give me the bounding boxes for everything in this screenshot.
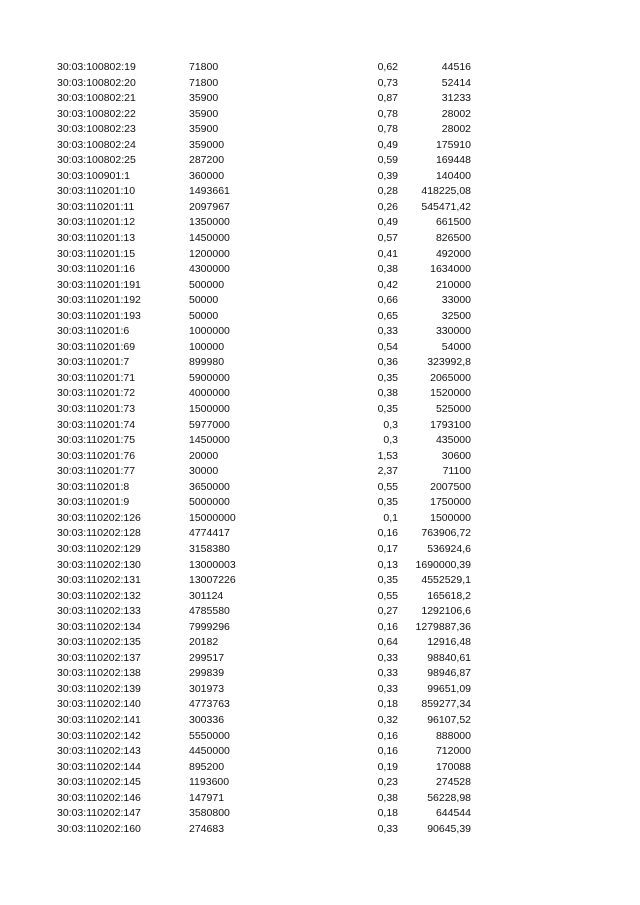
- cadastral-number-cell: 30:03:110202:131: [57, 574, 141, 587]
- value-cell: 301973: [189, 682, 225, 695]
- table-row: [0, 91, 640, 107]
- result-cell: 1634000: [430, 263, 471, 276]
- result-cell: 32500: [441, 309, 471, 322]
- coefficient-cell: 0,23: [377, 776, 398, 789]
- cadastral-number-cell: 30:03:110202:134: [57, 620, 141, 633]
- value-cell: 147971: [189, 791, 225, 804]
- value-cell: 1450000: [189, 434, 230, 447]
- value-cell: 2097967: [189, 200, 230, 213]
- table-row: [0, 293, 640, 309]
- table-row: [0, 651, 640, 667]
- coefficient-cell: 0,49: [377, 216, 398, 229]
- table-row: [0, 589, 640, 605]
- result-cell: 1279887,36: [415, 620, 471, 633]
- value-cell: 100000: [189, 340, 225, 353]
- coefficient-cell: 0,41: [377, 247, 398, 260]
- result-cell: 323992,8: [427, 356, 471, 369]
- coefficient-cell: 0,18: [377, 698, 398, 711]
- coefficient-cell: 0,64: [377, 636, 398, 649]
- table-row: [0, 138, 640, 154]
- value-cell: 71800: [189, 61, 219, 73]
- cadastral-number-cell: 30:03:100901:1: [57, 169, 130, 182]
- cadastral-number-cell: 30:03:110201:9: [57, 496, 130, 509]
- result-cell: 274528: [435, 776, 471, 789]
- coefficient-cell: 0,87: [377, 92, 398, 105]
- cadastral-number-cell: 30:03:110202:143: [57, 745, 141, 758]
- cadastral-number-cell: 30:03:110202:144: [57, 760, 141, 773]
- result-cell: 712000: [435, 745, 471, 758]
- value-cell: 13007226: [189, 574, 236, 587]
- result-cell: 28002: [441, 123, 471, 136]
- cadastral-number-cell: 30:03:110201:75: [57, 434, 136, 447]
- table-row: [0, 371, 640, 387]
- table-row: [0, 449, 640, 465]
- result-cell: 44516: [441, 61, 471, 73]
- value-cell: 35900: [189, 92, 219, 105]
- table-row: [0, 433, 640, 449]
- value-cell: 1450000: [189, 232, 230, 245]
- coefficient-cell: 0,17: [377, 542, 398, 555]
- result-cell: 1500000: [430, 511, 471, 524]
- table-row: [0, 620, 640, 636]
- result-cell: 165618,2: [427, 589, 471, 602]
- cadastral-number-cell: 30:03:110201:7: [57, 356, 130, 369]
- table-row: [0, 215, 640, 231]
- result-cell: 763906,72: [421, 527, 471, 540]
- table-row: [0, 309, 640, 325]
- cadastral-number-cell: 30:03:110202:129: [57, 542, 141, 555]
- result-cell: 170088: [435, 760, 471, 773]
- value-cell: 50000: [189, 294, 219, 307]
- cadastral-number-cell: 30:03:110201:192: [57, 294, 141, 307]
- cadastral-number-cell: 30:03:100802:22: [57, 107, 136, 120]
- cadastral-number-cell: 30:03:110201:10: [57, 185, 136, 198]
- coefficient-cell: 0,54: [377, 340, 398, 353]
- table-row: [0, 635, 640, 651]
- result-cell: 859277,34: [421, 698, 471, 711]
- table-row: [0, 775, 640, 791]
- table-row: [0, 231, 640, 247]
- coefficient-cell: 0,33: [377, 651, 398, 664]
- table-row: [0, 262, 640, 278]
- value-cell: 4300000: [189, 263, 230, 276]
- cadastral-number-cell: 30:03:100802:23: [57, 123, 136, 136]
- result-cell: 52414: [441, 76, 471, 89]
- cadastral-number-cell: 30:03:100802:24: [57, 138, 136, 151]
- table-row: [0, 402, 640, 418]
- coefficient-cell: 0,3: [383, 418, 398, 431]
- table-row: [0, 806, 640, 822]
- cadastral-number-cell: 30:03:110202:147: [57, 807, 141, 820]
- value-cell: 20000: [189, 449, 219, 462]
- result-cell: 210000: [435, 278, 471, 291]
- cadastral-number-cell: 30:03:100802:20: [57, 76, 136, 89]
- cadastral-number-cell: 30:03:110202:135: [57, 636, 141, 649]
- data-table: [0, 60, 640, 837]
- result-cell: 98946,87: [427, 667, 471, 680]
- table-row: [0, 760, 640, 776]
- cadastral-number-cell: 30:03:110202:140: [57, 698, 141, 711]
- value-cell: 1500000: [189, 403, 230, 416]
- value-cell: 50000: [189, 309, 219, 322]
- coefficient-cell: 0,19: [377, 760, 398, 773]
- result-cell: 330000: [435, 325, 471, 338]
- table-row: [0, 60, 640, 76]
- coefficient-cell: 0,16: [377, 729, 398, 742]
- cadastral-number-cell: 30:03:100802:19: [57, 61, 136, 73]
- coefficient-cell: 0,62: [377, 61, 398, 73]
- result-cell: 54000: [441, 340, 471, 353]
- result-cell: 175910: [435, 138, 471, 151]
- cadastral-number-cell: 30:03:110202:141: [57, 713, 141, 726]
- coefficient-cell: 0,13: [377, 558, 398, 571]
- cadastral-number-cell: 30:03:100802:25: [57, 154, 136, 167]
- coefficient-cell: 0,65: [377, 309, 398, 322]
- coefficient-cell: 0,42: [377, 278, 398, 291]
- table-row: [0, 355, 640, 371]
- table-row: [0, 247, 640, 263]
- coefficient-cell: 0,59: [377, 154, 398, 167]
- table-row: [0, 666, 640, 682]
- value-cell: 287200: [189, 154, 225, 167]
- result-cell: 98840,61: [427, 651, 471, 664]
- table-row: [0, 697, 640, 713]
- table-row: [0, 324, 640, 340]
- result-cell: 545471,42: [421, 200, 471, 213]
- coefficient-cell: 0,16: [377, 745, 398, 758]
- value-cell: 5000000: [189, 496, 230, 509]
- cadastral-number-cell: 30:03:110201:16: [57, 263, 136, 276]
- result-cell: 4552529,1: [421, 574, 471, 587]
- table-row: [0, 495, 640, 511]
- result-cell: 1750000: [430, 496, 471, 509]
- result-cell: 96107,52: [427, 713, 471, 726]
- value-cell: 7999296: [189, 620, 230, 633]
- coefficient-cell: 0,55: [377, 589, 398, 602]
- cadastral-number-cell: 30:03:110202:128: [57, 527, 141, 540]
- cadastral-number-cell: 30:03:100802:21: [57, 92, 136, 105]
- table-row: [0, 480, 640, 496]
- value-cell: 299517: [189, 651, 225, 664]
- result-cell: 169448: [435, 154, 471, 167]
- result-cell: 525000: [435, 403, 471, 416]
- cadastral-number-cell: 30:03:110201:11: [57, 200, 135, 213]
- table-row: [0, 200, 640, 216]
- cadastral-number-cell: 30:03:110202:130: [57, 558, 141, 571]
- result-cell: 1793100: [430, 418, 471, 431]
- table-row: [0, 729, 640, 745]
- cadastral-number-cell: 30:03:110201:74: [57, 418, 136, 431]
- value-cell: 3158380: [189, 542, 230, 555]
- value-cell: 35900: [189, 123, 219, 136]
- value-cell: 274683: [189, 822, 225, 835]
- result-cell: 536924,6: [427, 542, 471, 555]
- coefficient-cell: 0,55: [377, 480, 398, 493]
- value-cell: 4774417: [189, 527, 230, 540]
- value-cell: 1200000: [189, 247, 230, 260]
- coefficient-cell: 0,35: [377, 574, 398, 587]
- value-cell: 360000: [189, 169, 225, 182]
- value-cell: 20182: [189, 636, 219, 649]
- coefficient-cell: 0,35: [377, 371, 398, 384]
- result-cell: 826500: [435, 232, 471, 245]
- table-row: [0, 278, 640, 294]
- coefficient-cell: 0,33: [377, 822, 398, 835]
- result-cell: 1520000: [430, 387, 471, 400]
- coefficient-cell: 0,39: [377, 169, 398, 182]
- value-cell: 5977000: [189, 418, 230, 431]
- coefficient-cell: 0,33: [377, 667, 398, 680]
- result-cell: 33000: [441, 294, 471, 307]
- table-row: [0, 791, 640, 807]
- coefficient-cell: 0,33: [377, 325, 398, 338]
- coefficient-cell: 0,38: [377, 791, 398, 804]
- table-row: [0, 122, 640, 138]
- coefficient-cell: 1,53: [377, 449, 398, 462]
- table-row: [0, 542, 640, 558]
- value-cell: 4773763: [189, 698, 230, 711]
- value-cell: 1350000: [189, 216, 230, 229]
- result-cell: 71100: [442, 465, 471, 478]
- value-cell: 15000000: [189, 511, 236, 524]
- cadastral-number-cell: 30:03:110201:77: [57, 465, 136, 478]
- cadastral-number-cell: 30:03:110201:13: [57, 232, 136, 245]
- coefficient-cell: 0,16: [377, 527, 398, 540]
- coefficient-cell: 0,18: [377, 807, 398, 820]
- coefficient-cell: 0,3: [383, 434, 398, 447]
- coefficient-cell: 0,57: [377, 232, 398, 245]
- coefficient-cell: 0,28: [377, 185, 398, 198]
- cadastral-number-cell: 30:03:110201:15: [57, 247, 136, 260]
- coefficient-cell: 0,78: [377, 107, 398, 120]
- table-row: [0, 464, 640, 480]
- value-cell: 895200: [189, 760, 225, 773]
- cadastral-number-cell: 30:03:110201:76: [57, 449, 136, 462]
- table-row: [0, 76, 640, 92]
- value-cell: 899980: [189, 356, 225, 369]
- cadastral-number-cell: 30:03:110202:133: [57, 605, 141, 618]
- table-row: [0, 744, 640, 760]
- coefficient-cell: 0,73: [377, 76, 398, 89]
- table-row: [0, 558, 640, 574]
- value-cell: 1493661: [189, 185, 230, 198]
- cadastral-number-cell: 30:03:110202:138: [57, 667, 141, 680]
- value-cell: 35900: [189, 107, 219, 120]
- cadastral-number-cell: 30:03:110202:139: [57, 682, 141, 695]
- result-cell: 56228,98: [427, 791, 471, 804]
- table-row: [0, 184, 640, 200]
- cadastral-number-cell: 30:03:110202:146: [57, 791, 141, 804]
- table-row: [0, 526, 640, 542]
- result-cell: 12916,48: [427, 636, 471, 649]
- result-cell: 30600: [441, 449, 471, 462]
- value-cell: 13000003: [189, 558, 236, 571]
- table-row: [0, 713, 640, 729]
- cadastral-number-cell: 30:03:110201:71: [57, 371, 136, 384]
- coefficient-cell: 2,37: [377, 465, 398, 478]
- value-cell: 1193600: [189, 776, 230, 789]
- value-cell: 3580800: [189, 807, 230, 820]
- cadastral-number-cell: 30:03:110202:132: [57, 589, 141, 602]
- coefficient-cell: 0,32: [377, 713, 398, 726]
- value-cell: 30000: [189, 465, 219, 478]
- cadastral-number-cell: 30:03:110202:160: [57, 822, 141, 835]
- result-cell: 661500: [435, 216, 471, 229]
- coefficient-cell: 0,33: [377, 682, 398, 695]
- cadastral-number-cell: 30:03:110202:126: [57, 511, 141, 524]
- result-cell: 90645,39: [427, 822, 471, 835]
- table-row: [0, 822, 640, 838]
- table-row: [0, 682, 640, 698]
- result-cell: 492000: [435, 247, 471, 260]
- value-cell: 299839: [189, 667, 225, 680]
- value-cell: 5550000: [189, 729, 230, 742]
- coefficient-cell: 0,38: [377, 263, 398, 276]
- cadastral-number-cell: 30:03:110201:12: [57, 216, 136, 229]
- result-cell: 28002: [441, 107, 471, 120]
- value-cell: 301124: [189, 589, 224, 602]
- cadastral-number-cell: 30:03:110201:191: [57, 278, 141, 291]
- result-cell: 418225,08: [421, 185, 471, 198]
- table-row: [0, 604, 640, 620]
- table-row: [0, 573, 640, 589]
- table-row: [0, 169, 640, 185]
- result-cell: 1690000,39: [415, 558, 471, 571]
- value-cell: 500000: [189, 278, 225, 291]
- coefficient-cell: 0,38: [377, 387, 398, 400]
- cadastral-number-cell: 30:03:110202:137: [57, 651, 141, 664]
- table-row: [0, 340, 640, 356]
- coefficient-cell: 0,35: [377, 496, 398, 509]
- value-cell: 359000: [189, 138, 225, 151]
- coefficient-cell: 0,66: [377, 294, 398, 307]
- coefficient-cell: 0,26: [377, 200, 398, 213]
- cadastral-number-cell: 30:03:110202:145: [57, 776, 141, 789]
- result-cell: 888000: [435, 729, 471, 742]
- cadastral-number-cell: 30:03:110201:73: [57, 403, 136, 416]
- result-cell: 2065000: [430, 371, 471, 384]
- value-cell: 1000000: [189, 325, 230, 338]
- cadastral-number-cell: 30:03:110201:69: [57, 340, 136, 353]
- cadastral-number-cell: 30:03:110201:193: [57, 309, 141, 322]
- table-row: [0, 386, 640, 402]
- cadastral-number-cell: 30:03:110201:6: [57, 325, 130, 338]
- value-cell: 3650000: [189, 480, 230, 493]
- result-cell: 644544: [435, 807, 471, 820]
- coefficient-cell: 0,35: [377, 403, 398, 416]
- coefficient-cell: 0,16: [377, 620, 398, 633]
- cadastral-number-cell: 30:03:110202:142: [57, 729, 141, 742]
- coefficient-cell: 0,78: [377, 123, 398, 136]
- table-row: [0, 153, 640, 169]
- coefficient-cell: 0,1: [383, 511, 398, 524]
- coefficient-cell: 0,49: [377, 138, 398, 151]
- result-cell: 140400: [435, 169, 471, 182]
- value-cell: 4450000: [189, 745, 230, 758]
- result-cell: 2007500: [430, 480, 471, 493]
- result-cell: 435000: [435, 434, 471, 447]
- table-row: [0, 511, 640, 527]
- result-cell: 1292106,6: [421, 605, 471, 618]
- result-cell: 99651,09: [427, 682, 471, 695]
- value-cell: 5900000: [189, 371, 230, 384]
- coefficient-cell: 0,27: [377, 605, 398, 618]
- result-cell: 31233: [441, 92, 471, 105]
- cadastral-number-cell: 30:03:110201:8: [57, 480, 130, 493]
- value-cell: 300336: [189, 713, 225, 726]
- cadastral-number-cell: 30:03:110201:72: [57, 387, 136, 400]
- table-row: [0, 418, 640, 434]
- coefficient-cell: 0,36: [377, 356, 398, 369]
- value-cell: 4000000: [189, 387, 230, 400]
- value-cell: 4785580: [189, 605, 230, 618]
- table-row: [0, 107, 640, 123]
- value-cell: 71800: [189, 76, 219, 89]
